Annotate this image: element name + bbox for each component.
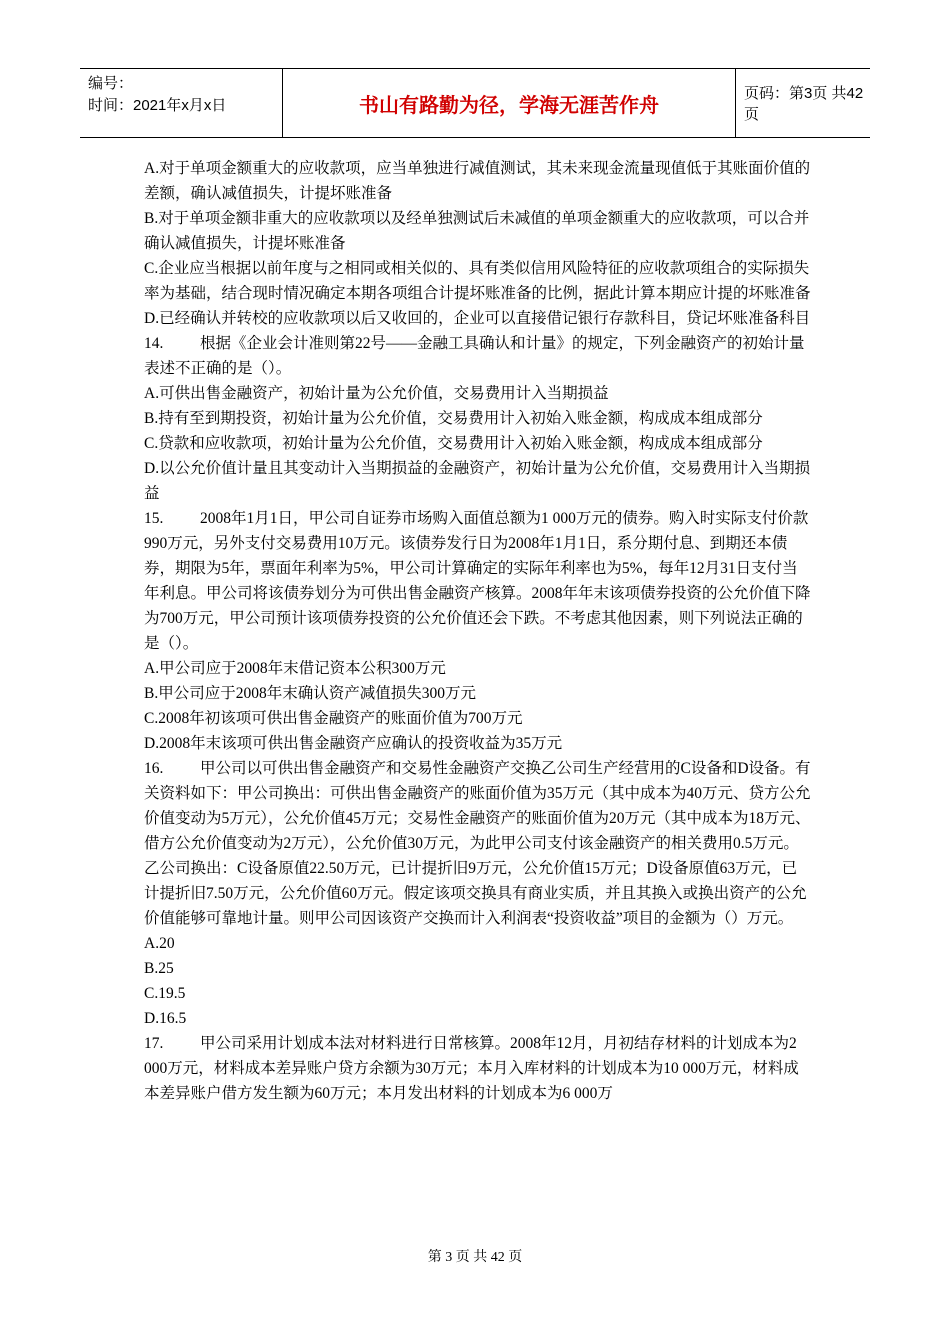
option-paragraph: [144, 981, 812, 1006]
option-paragraph: [144, 406, 812, 431]
code-label: 编号：: [88, 75, 134, 92]
header-motto: 书山有路勤为径，学海无涯苦作舟: [282, 69, 736, 137]
option-paragraph: [144, 931, 812, 956]
time-label: 时间：2021年x月x日: [88, 97, 227, 114]
paragraph-text: 甲公司以可供出售金融资产和交易性金融资产交换乙公司生产经营用的C设备和D设备。有关资料如下：甲公司换出：可供出售金融资产的账面价值为35万元（其中成本为40万元、贷方公允价值变动为5万元），公允价值45万元；交易性金融资产的账面价值为20万元（其中成本为18万元、借方公允价值变动为2万元），公允价值30万元，为此甲公司支付该金融资产的相关费用0.5万元。乙公司换出：C设备原值22.50万元，已计提折旧9万元，公允价值15万元；D设备原值63万元，已计提折旧7.50万元，公允价值60万元。假定该项交换具有商业实质，并且其换入或换出资产的公允价值能够可靠地计量。则甲公司因该资产交换而计入利润表“投资收益”项目的金额为（）万元。: [144, 760, 811, 927]
paragraph-text: B.对于单项金额非重大的应收款项以及经单独测试后未减值的单项金额重大的应收款项，可以合并确认减值损失，计提坏账准备: [144, 210, 810, 252]
paragraph-text: A.20: [144, 935, 175, 952]
paragraph-text: D.以公允价值计量且其变动计入当期损益的金融资产，初始计量为公允价值，交易费用计入当期损益: [144, 460, 811, 502]
option-paragraph: [144, 681, 812, 706]
page-header: [80, 68, 870, 138]
paragraph-text: 2008年1月1日，甲公司自证券市场购入面值总额为1 000万元的债券。购入时实际支付价款990万元，另外支付交易费用10万元。该债券发行日为2008年1月1日，系分期付息、到期还本债券，期限为5年，票面年利率为5%，甲公司计算确定的实际年利率也为5%，每年12月31日支付当年利息。甲公司将该债券划分为可供出售金融资产核算。2008年年末该项债券投资的公允价值下降为700万元，甲公司预计该项债券投资的公允价值还会下跌。不考虑其他因素，则下列说法正确的是（）。: [144, 510, 811, 652]
question-paragraph: [144, 1031, 812, 1106]
paragraph-text: 甲公司采用计划成本法对材料进行日常核算。2008年12月，月初结存材料的计划成本为2 000万元，材料成本差异账户贷方余额为30万元；本月入库材料的计划成本为10 000万元，材料成本差异账户借方发生额为60万元；本月发出材料的计划成本为6 000万: [144, 1035, 799, 1102]
paragraph-text: C.企业应当根据以前年度与之相同或相关似的、具有类似信用风险特征的应收款项组合的实际损失率为基础，结合现时情况确定本期各项组合计提坏账准备的比例，据此计算本期应计提的坏账准备: [144, 260, 811, 302]
paragraph-text: A.甲公司应于2008年末借记资本公积300万元: [144, 660, 446, 677]
question-number: 17.: [144, 1035, 164, 1052]
question-paragraph: [144, 331, 812, 381]
option-paragraph: [144, 456, 812, 506]
document-body: [144, 156, 812, 1106]
option-paragraph: [144, 706, 812, 731]
paragraph-text: C.贷款和应收款项，初始计量为公允价值，交易费用计入初始入账金额，构成成本组成部分: [144, 435, 763, 452]
paragraph-text: C.2008年初该项可供出售金融资产的账面价值为700万元: [144, 710, 523, 727]
paragraph-text: B.25: [144, 960, 174, 977]
paragraph-text: B.甲公司应于2008年末确认资产减值损失300万元: [144, 685, 476, 702]
paragraph-text: D.已经确认并转校的应收款项以后又收回的，企业可以直接借记银行存款科目，贷记坏账准备科目: [144, 310, 811, 327]
option-paragraph: [144, 431, 812, 456]
option-paragraph: [144, 256, 812, 306]
page-footer: 第 3 页 共 42 页: [427, 1250, 523, 1265]
paragraph-text: A.对于单项金额重大的应收款项，应当单独进行减值测试，其未来现金流量现值低于其账面价值的差额，确认减值损失，计提坏账准备: [144, 160, 811, 202]
option-paragraph: [144, 381, 812, 406]
option-paragraph: [144, 731, 812, 756]
paragraph-text: D.16.5: [144, 1010, 187, 1027]
option-paragraph: [144, 306, 812, 331]
question-paragraph: [144, 756, 812, 931]
option-paragraph: [144, 1006, 812, 1031]
option-paragraph: [144, 956, 812, 981]
question-paragraph: [144, 506, 812, 656]
option-paragraph: [144, 156, 812, 206]
option-paragraph: [144, 656, 812, 681]
paragraph-text: 根据《企业会计准则第22号——金融工具确认和计量》的规定，下列金融资产的初始计量表述不正确的是（）。: [144, 335, 805, 377]
header-left: [88, 73, 284, 117]
paragraph-text: C.19.5: [144, 985, 186, 1002]
question-number: 15.: [144, 510, 164, 527]
paragraph-text: A.可供出售金融资产，初始计量为公允价值，交易费用计入当期损益: [144, 385, 609, 402]
question-number: 14.: [144, 335, 164, 352]
header-page-label: 页码：第3页 共42页: [744, 85, 864, 123]
question-number: 16.: [144, 760, 164, 777]
paragraph-text: B.持有至到期投资，初始计量为公允价值，交易费用计入初始入账金额，构成成本组成部分: [144, 410, 763, 427]
option-paragraph: [144, 206, 812, 256]
paragraph-text: D.2008年末该项可供出售金融资产应确认的投资收益为35万元: [144, 735, 563, 752]
